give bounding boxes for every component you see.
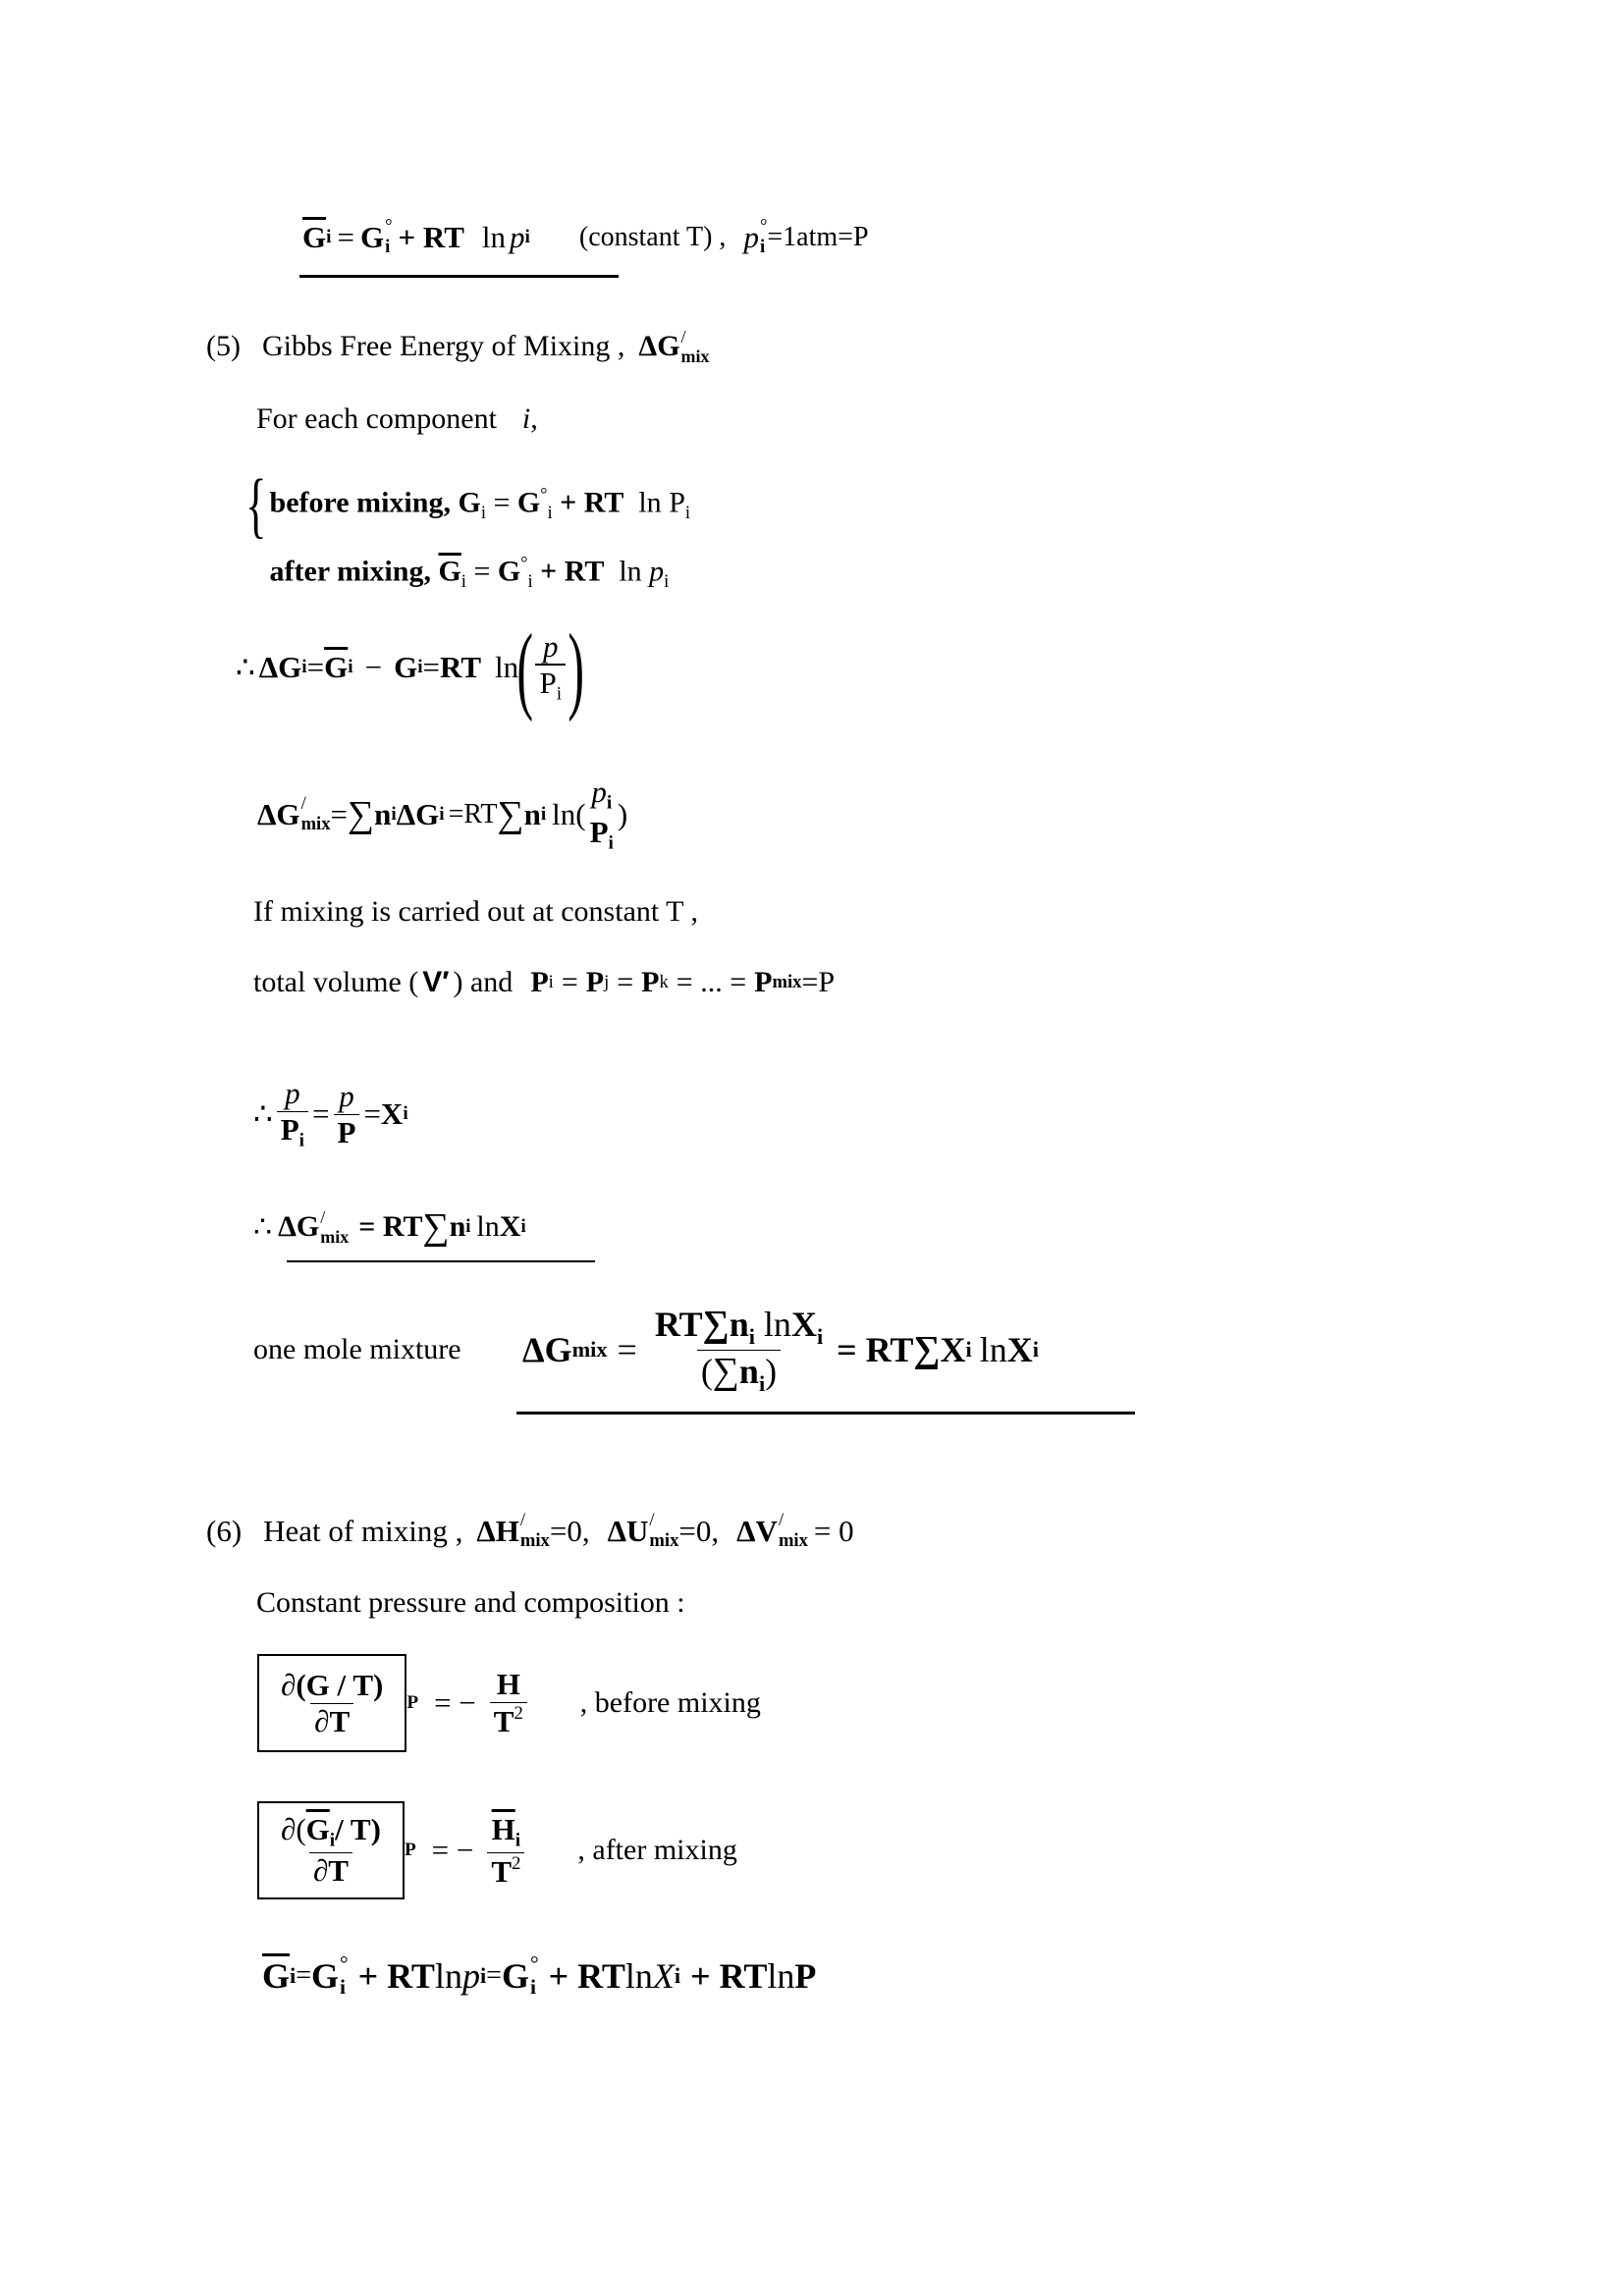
ln: ln	[495, 650, 519, 684]
p: p	[461, 1955, 480, 1996]
sub: i	[548, 972, 554, 992]
p: P	[669, 486, 685, 519]
before-label: , before mixing	[579, 1686, 761, 1719]
eq: =	[312, 1096, 330, 1131]
sub: i	[748, 1323, 755, 1349]
sub: i	[529, 1974, 536, 1999]
bracket	[257, 1654, 406, 1752]
ln: ln	[979, 1330, 1007, 1369]
deg: °	[520, 553, 528, 573]
n: n	[729, 1305, 749, 1345]
sub: i	[479, 1962, 487, 1988]
g-over-t: (G / T)	[296, 1667, 384, 1702]
sub: i	[298, 1130, 305, 1151]
label: after mixing,	[269, 555, 431, 588]
x: X	[790, 1305, 817, 1345]
p: p	[743, 219, 759, 254]
constant-pressure-text: Constant pressure and composition :	[256, 1586, 685, 1619]
eq: =	[617, 1330, 637, 1369]
ln: ln	[619, 555, 642, 588]
dt: ∂T	[309, 1852, 352, 1889]
p: P	[280, 1111, 299, 1147]
sub: i	[514, 1830, 521, 1851]
sub: i	[385, 236, 391, 257]
p: p	[591, 774, 607, 810]
eq-minus: = −	[434, 1685, 476, 1720]
sub: i	[480, 503, 486, 524]
section-title: Gibbs Free Energy of Mixing ,	[261, 330, 625, 362]
prime: /	[300, 793, 306, 815]
x: X	[940, 1330, 966, 1369]
ln: ln	[767, 1955, 795, 1996]
mix-sub: mix	[519, 1529, 550, 1551]
eq: =	[617, 966, 634, 998]
section-5-heading	[206, 328, 710, 365]
plus-rt: + RT	[548, 1955, 625, 1996]
n: n	[449, 1210, 466, 1243]
sub: i	[403, 1103, 408, 1124]
after-label: , after mixing	[577, 1834, 737, 1866]
gibbs-helmholtz-after	[257, 1796, 737, 1904]
g: G	[394, 650, 418, 684]
sub: i	[547, 503, 553, 524]
sub: j	[604, 972, 610, 992]
sub: i	[465, 1216, 471, 1237]
sub: i	[758, 1370, 766, 1396]
delta-g-mix-sum	[257, 771, 627, 859]
section-number: (5)	[206, 330, 241, 362]
partial-gibbs-equation	[302, 218, 869, 256]
mix-sub: mix	[680, 347, 710, 366]
underline	[299, 275, 619, 278]
paren: (	[700, 1351, 713, 1391]
p: P	[641, 966, 660, 998]
i: i,	[521, 402, 538, 435]
mix-sub: mix	[571, 1337, 608, 1362]
sum: ∑	[712, 1350, 739, 1392]
degree: °	[385, 216, 393, 237]
rt: RT	[440, 650, 482, 684]
degree: °	[759, 216, 768, 237]
rt: RT	[654, 1305, 703, 1345]
delta-g: ΔG	[257, 797, 300, 831]
t: T	[491, 1853, 513, 1889]
sub: i	[606, 792, 613, 814]
deg: °	[529, 1951, 539, 1975]
section-number: (6)	[206, 1513, 243, 1548]
section-title: Heat of mixing ,	[263, 1513, 463, 1548]
over-t: / T)	[335, 1812, 381, 1847]
g-bar: $\overline{G}$	[302, 219, 327, 254]
sub: i	[674, 1962, 681, 1988]
sub: i	[417, 657, 423, 677]
deg: °	[540, 484, 548, 504]
eq: =	[493, 486, 511, 519]
g0: G	[516, 486, 541, 519]
sub: i	[540, 804, 547, 825]
before-after-system	[239, 465, 691, 607]
final-partial-gibbs-equation	[262, 1953, 816, 1998]
eq: =	[330, 797, 348, 831]
sub: i	[816, 1323, 824, 1349]
sub: k	[659, 972, 669, 992]
x: X	[499, 1210, 521, 1243]
ln: ln(	[552, 797, 586, 831]
delta-v: ΔV	[736, 1513, 778, 1548]
sub: i	[301, 657, 307, 677]
section-6-heading	[206, 1512, 854, 1550]
t: T	[493, 1704, 514, 1738]
ln: ln	[481, 219, 507, 254]
therefore: ∴	[253, 1096, 273, 1131]
sub: i	[556, 684, 563, 706]
condition-line-1: If mixing is carried out at constant T ,	[253, 895, 698, 928]
equals: =	[337, 219, 354, 254]
dt: ∂T	[310, 1703, 353, 1739]
zero: = 0	[813, 1513, 854, 1548]
mix-sub: mix	[778, 1529, 808, 1551]
one-mole-equation	[522, 1296, 1039, 1404]
minus: −	[364, 650, 383, 684]
g-bar: $\overline{G}$	[262, 1955, 291, 1996]
v-prime: V′	[422, 966, 450, 998]
p-sub: P	[404, 1840, 416, 1860]
ln: ln	[434, 1955, 462, 1996]
delta-g: ΔG	[522, 1330, 572, 1369]
bracket	[257, 1801, 405, 1899]
mix-sub: mix	[320, 1227, 350, 1247]
eq-minus: = −	[431, 1833, 474, 1867]
eq: =	[473, 555, 491, 588]
brace-icon: {	[245, 465, 267, 546]
x: X	[380, 1096, 404, 1131]
mole-fraction-ratio	[253, 1065, 408, 1163]
constant-t-note: (constant T) ,	[578, 221, 727, 252]
zero: =0,	[549, 1513, 590, 1548]
p: P	[589, 815, 609, 849]
before-mixing-equation	[270, 469, 691, 538]
sum: ∑	[702, 1304, 730, 1346]
n: n	[523, 797, 541, 831]
sub: i	[348, 657, 353, 677]
sum: ∑	[348, 794, 375, 835]
prime: /	[778, 1510, 785, 1530]
p: p	[510, 219, 525, 254]
delta-g: ΔG	[638, 330, 680, 362]
prime: /	[320, 1207, 326, 1227]
partial: ∂	[281, 1667, 297, 1702]
eq: =	[296, 1959, 312, 1991]
p: P	[539, 666, 557, 701]
mix-sub: mix	[649, 1529, 679, 1551]
plus-rt: + RT	[357, 1955, 435, 1996]
denominator	[535, 664, 566, 706]
condition-line-2	[253, 966, 835, 999]
sum: ∑	[913, 1329, 941, 1370]
sub: i	[608, 832, 614, 854]
sub: i	[340, 1974, 347, 1999]
paren: )	[765, 1351, 778, 1391]
ln: ln	[638, 486, 662, 519]
after-mixing-equation	[270, 538, 691, 607]
h-bar: $\overline{H}$	[491, 1811, 515, 1846]
and: ) and	[453, 966, 514, 998]
gibbs-helmholtz-before	[257, 1649, 761, 1757]
prime: /	[519, 1510, 526, 1530]
sub: i	[391, 804, 397, 825]
therefore: ∴	[236, 650, 255, 684]
p: P	[530, 966, 549, 998]
x: X	[652, 1955, 675, 1996]
prime: /	[680, 327, 686, 347]
sub: mix	[772, 972, 802, 992]
sub: i	[439, 804, 445, 825]
g-bar: $\overline{G}$	[438, 555, 461, 588]
delta-g: ΔG	[258, 650, 302, 684]
eq: =	[561, 966, 578, 998]
g0: G	[497, 555, 521, 588]
eq-rt: =RT	[448, 799, 498, 829]
sub: i	[684, 503, 691, 524]
underline	[516, 1412, 1135, 1415]
sub: i	[460, 571, 466, 593]
paren: )	[617, 797, 628, 831]
g0: G	[311, 1955, 340, 1996]
x: X	[1006, 1330, 1033, 1369]
sub: i	[520, 1216, 526, 1237]
one-mole-label: one mole mixture	[253, 1333, 461, 1365]
p: p	[649, 555, 665, 588]
deg: °	[340, 1951, 349, 1975]
underline	[287, 1260, 595, 1262]
p: p	[285, 1076, 300, 1111]
atm-equals-p: =1atm=P	[767, 221, 869, 252]
g-standard: G	[359, 219, 385, 254]
sub: i	[759, 236, 766, 257]
n: n	[374, 797, 392, 831]
sub: i	[524, 226, 530, 247]
g-bar: $\overline{G}$	[305, 1812, 330, 1847]
eq: =	[422, 650, 441, 684]
p: P	[754, 966, 773, 998]
numerator: p	[543, 628, 559, 664]
dots: = ... =	[676, 966, 747, 998]
sub: i	[664, 571, 670, 593]
text: total volume (	[253, 966, 419, 998]
p: P	[585, 966, 605, 998]
delta-g: ΔG	[278, 1210, 320, 1243]
plus-rt: + RT	[398, 219, 464, 254]
eq-rt: = RT	[837, 1330, 914, 1369]
prime: /	[649, 1510, 655, 1530]
label: before mixing,	[269, 486, 451, 519]
h: H	[496, 1667, 520, 1702]
n: n	[738, 1351, 759, 1391]
p-sub: P	[406, 1692, 419, 1713]
sum: ∑	[497, 794, 524, 835]
p: P	[334, 1114, 360, 1150]
exp: 2	[512, 1852, 521, 1874]
partial: ∂(	[281, 1812, 306, 1847]
exp: 2	[514, 1702, 523, 1724]
delta-g-mix-result	[253, 1205, 526, 1249]
ln: ln	[624, 1955, 653, 1996]
eq-rt: = RT	[358, 1210, 423, 1243]
therefore: ∴	[253, 1210, 273, 1244]
mix-sub: mix	[300, 814, 331, 834]
g: G	[458, 486, 481, 519]
eq: =	[363, 1096, 381, 1131]
g0: G	[501, 1955, 529, 1996]
g-bar: $\overline{G}$	[324, 650, 349, 684]
plus-rt: + RT	[560, 486, 624, 519]
delta-g: ΔG	[396, 797, 440, 831]
eq: =	[306, 650, 325, 684]
each-component-line	[256, 402, 538, 436]
ln: ln	[763, 1305, 791, 1345]
sub: i	[290, 1962, 297, 1988]
zero: =0,	[678, 1513, 720, 1548]
sub: i	[329, 1830, 336, 1851]
delta-u: ΔU	[607, 1513, 649, 1548]
sum: ∑	[422, 1206, 450, 1248]
plus-rt: + RT	[540, 555, 605, 588]
sub: i	[1032, 1337, 1039, 1362]
delta-gi-equation: ∴ ΔG i = $\overline{G}$ i − G i = RT ln ( $\frac{p}{P_i}$ )	[236, 613, 585, 722]
sub: i	[326, 226, 332, 247]
sub: i	[965, 1337, 972, 1362]
eq: =	[486, 1959, 502, 1991]
sub: i	[527, 571, 533, 593]
p: P	[794, 1955, 817, 1996]
text: For each component	[256, 402, 497, 435]
p: p	[339, 1078, 354, 1113]
eq-p: =P	[801, 966, 836, 998]
ln: ln	[476, 1210, 500, 1243]
plus-rt: + RT	[690, 1955, 768, 1996]
delta-h: ΔH	[476, 1513, 519, 1548]
